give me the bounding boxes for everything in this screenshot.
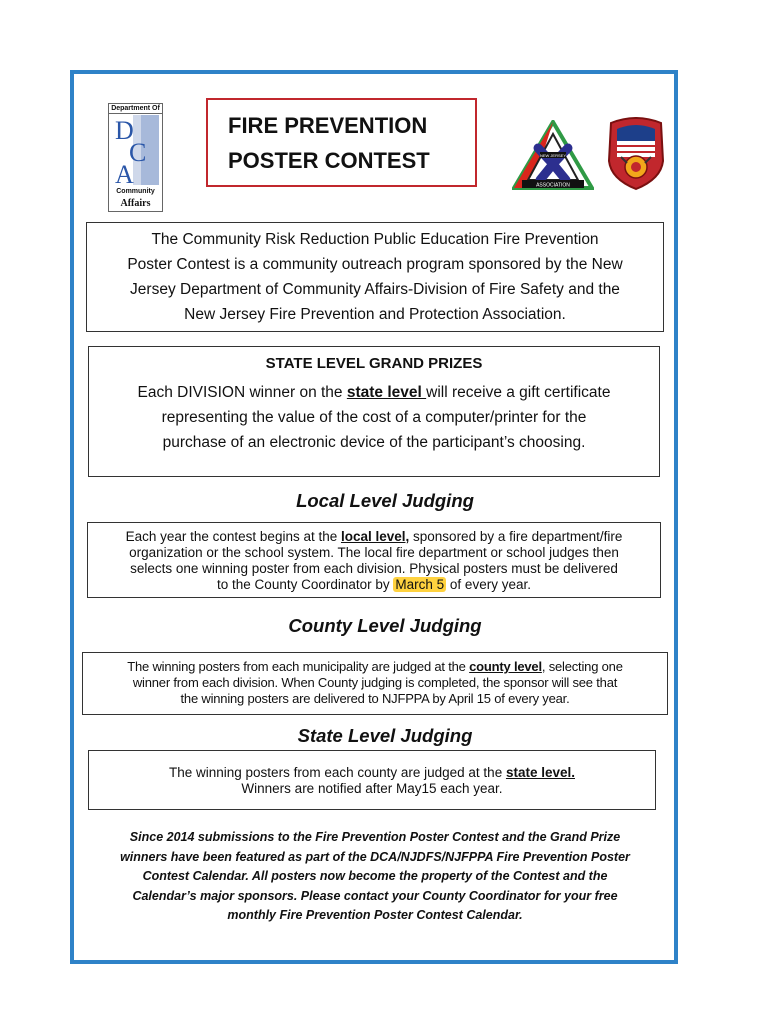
state-text: The winning posters from each county are judged at the: [169, 765, 506, 780]
prizes-text: will receive a gift certificate: [426, 384, 611, 401]
state-text: Winners are notified after May15 each year.: [241, 781, 503, 796]
prizes-text: representing the value of the cost of a computer/printer for the: [161, 409, 587, 426]
tri-bottom-text: ASSOCIATION: [536, 182, 570, 189]
county-text: The winning posters from each municipality are judged at the: [127, 659, 470, 674]
note-line: Calendar’s major sponsors. Please contact your County Coordinator for your free: [132, 888, 618, 903]
local-level-heading: Local Level Judging: [296, 490, 474, 511]
county-text: the winning posters are delivered to NJFPPA by April 15 of every year.: [180, 691, 570, 706]
local-level-box: [87, 522, 661, 598]
intro-line: New Jersey Fire Prevention and Protection Association.: [184, 306, 566, 323]
note-line: winners have been featured as part of the DCA/NJDFS/NJFPPA Fire Prevention Poster: [120, 849, 630, 864]
local-text: to the County Coordinator by: [217, 577, 394, 592]
state-level-emphasis: state level: [346, 384, 427, 401]
contest-title-box: [206, 98, 477, 187]
local-text: organization or the school system. The local fire department or school judges then: [129, 545, 619, 560]
note-line: Since 2014 submissions to the Fire Prevention Poster Contest and the Grand Prize: [129, 830, 621, 844]
grand-prizes-box: [88, 346, 660, 477]
intro-line: The Community Risk Reduction Public Education Fire Prevention: [151, 231, 599, 248]
county-level-box: [82, 652, 668, 715]
svg-text:C: C: [129, 138, 147, 167]
county-level-heading: County Level Judging: [288, 615, 482, 636]
prizes-text: Each DIVISION winner on the: [137, 384, 347, 401]
county-text: , selecting one: [541, 659, 623, 674]
note-line: Contest Calendar. All posters now become the property of the Contest and the: [142, 869, 608, 883]
intro-box: [86, 222, 664, 332]
svg-text:A: A: [115, 160, 134, 185]
local-text: Each year the contest begins at the: [125, 529, 341, 544]
note-line: monthly Fire Prevention Poster Contest Calendar.: [227, 908, 523, 922]
state-level-heading: State Level Judging: [297, 725, 473, 746]
intro-line: Jersey Department of Community Affairs-Division of Fire Safety and the: [130, 281, 620, 298]
dca-logo: [108, 103, 163, 212]
association-triangle-logo: [512, 120, 594, 190]
prizes-text: purchase of an electronic device of the participant’s choosing.: [162, 434, 586, 451]
tri-top-text: NEW JERSEY: [539, 153, 567, 158]
county-level-emphasis: county level: [469, 659, 542, 674]
dca-logo-affairs-text: Affairs: [120, 198, 151, 209]
state-level-box: [88, 750, 656, 810]
prizes-body: [89, 380, 659, 455]
title-line-1: FIRE PREVENTION: [228, 112, 428, 138]
svg-text:D: D: [115, 116, 134, 145]
local-text: selects one winning poster from each division. Physical posters must be delivered: [130, 561, 618, 576]
local-level-emphasis: local level,: [340, 529, 410, 544]
dca-letters-graphic: [113, 115, 159, 185]
local-text: of every year.: [446, 577, 531, 592]
local-text: sponsored by a fire department/fire: [409, 529, 623, 544]
fire-patch-logo: [607, 117, 665, 191]
county-text: winner from each division. When County judging is completed, the sponsor will see that: [132, 675, 618, 690]
calendar-note: [80, 828, 670, 926]
title-line-2: POSTER CONTEST: [228, 147, 430, 173]
intro-line: Poster Contest is a community outreach program sponsored by the New: [127, 256, 623, 273]
prizes-heading: STATE LEVEL GRAND PRIZES: [265, 355, 483, 372]
state-level-emphasis: state level.: [505, 765, 575, 780]
deadline-highlight: March 5: [395, 577, 445, 592]
dca-logo-top-text: Department Of: [109, 104, 162, 114]
dca-logo-bottom-text: Community: [116, 188, 155, 195]
